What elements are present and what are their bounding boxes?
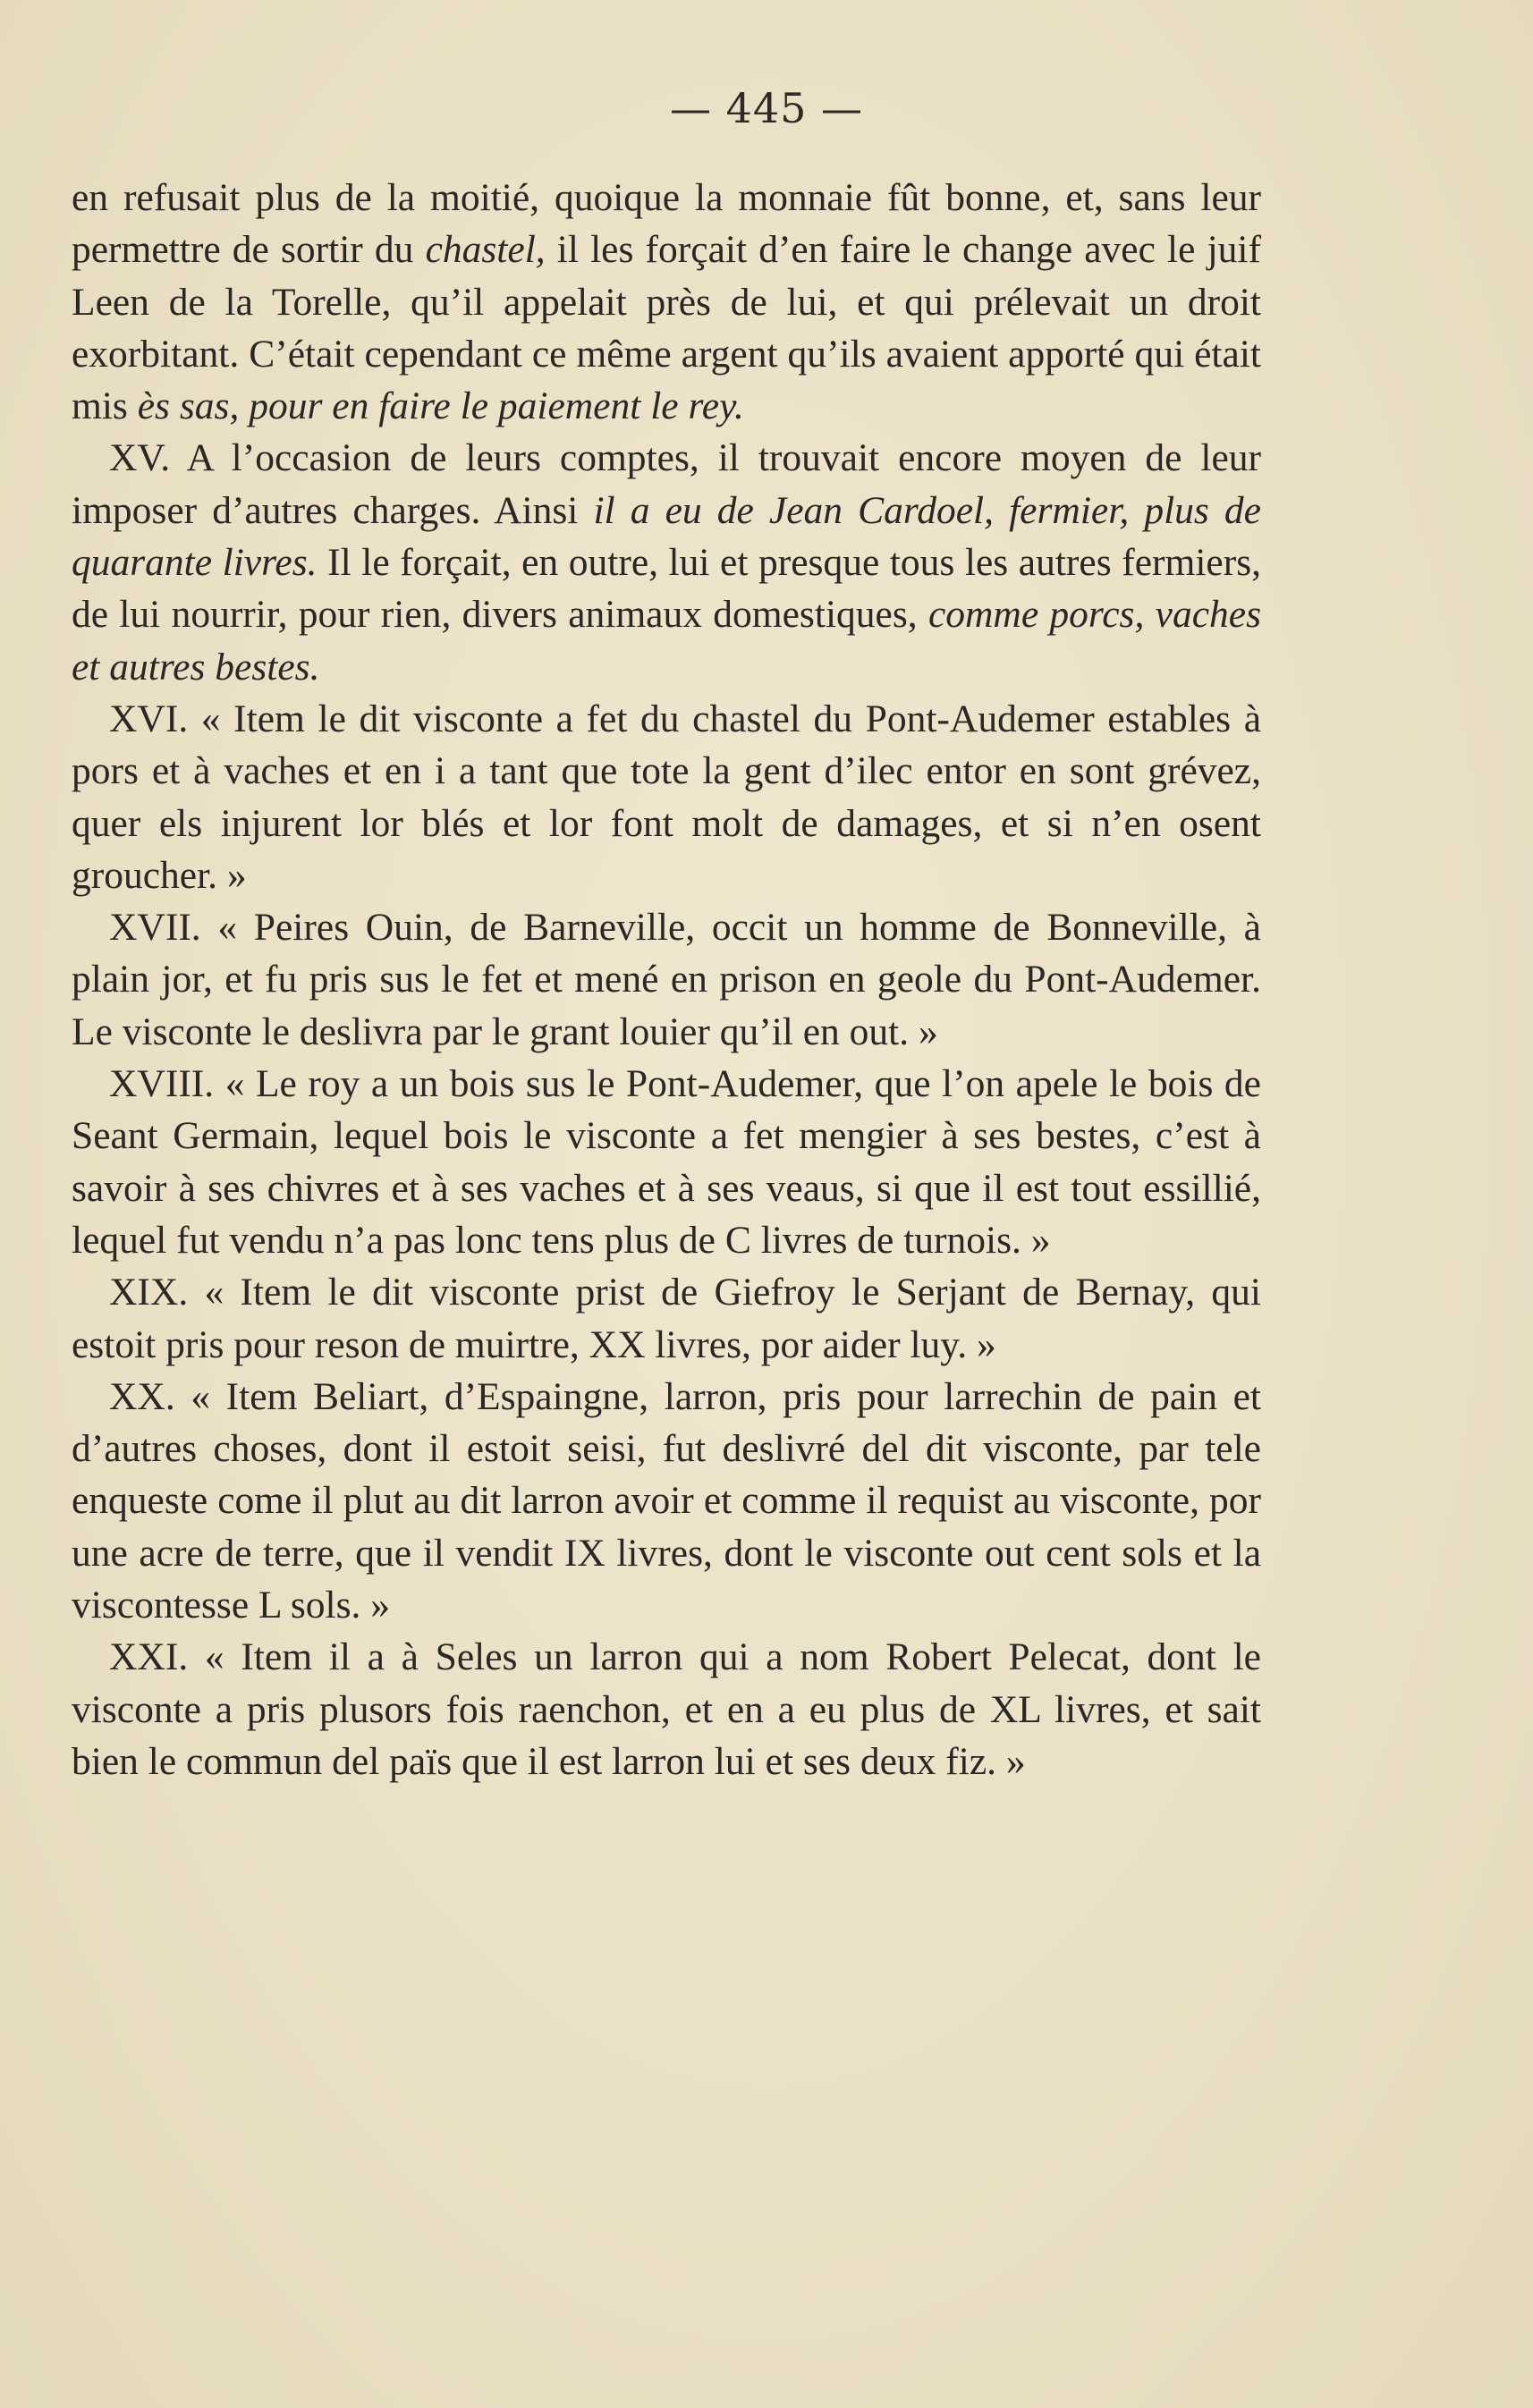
- italic-text: comme porcs, vaches et autres bestes.: [72, 593, 1261, 689]
- paragraph-xv: [72, 432, 1261, 692]
- text-run: il les forçait d’en faire le change avec le juif Leen de la Torelle, qu’il appelait près de lui, et qui prélevait un droit exorbitant. C’était cependant ce même argent qu’ils avaient apporté qui était mis: [72, 228, 1261, 428]
- paragraph-xviii: [72, 1058, 1261, 1266]
- text-run: XXI. « Item il a à Seles un larron qui a nom Robert Pelecat, dont le visconte a pris plusors fois raenchon, et en a eu plus de XL livres, et sait bien le commun del païs que il est larron lui et ses deux fiz. »: [72, 1635, 1261, 1783]
- italic-text: il a eu de Jean Cardoel, fermier, plus de quarante livres.: [72, 488, 1261, 585]
- text-run: XIX. « Item le dit visconte prist de Giefroy le Serjant de Bernay, qui estoit pris pour reson de muirtre, XX livres, por aider luy. »: [72, 1271, 1261, 1366]
- text-run: XVIII. « Le roy a un bois sus le Pont-Audemer, que l’on apele le bois de Seant Germain, lequel bois le visconte a fet mengier à ses bestes, c’est à savoir à ses chivres et à ses vaches et à ses veaus, si que il est tout essillié, lequel fut vendu n’a pas lonc tens plus de C livres de turnois. »: [72, 1062, 1261, 1262]
- text-run: Il le forçait, en outre, lui et presque tous les autres fermiers, de lui nourrir, pour rien, divers animaux domestiques,: [72, 541, 1262, 637]
- paragraph-xx: [72, 1371, 1261, 1631]
- italic-text: ès sas, pour en faire le paiement le rey.: [137, 384, 744, 428]
- text-run: XVI. « Item le dit visconte a fet du chastel du Pont-Audemer estables à pors et à vaches et en i a tant que tote la gent d’ilec entor en sont grévez, quer els injurent lor blés et lor font molt de damages, et si n’en osent groucher. »: [72, 697, 1261, 897]
- paragraph-continuation: [72, 172, 1261, 432]
- text-run: en refusait plus de la moitié, quoique la monnaie fût bonne, et, sans leur permettre de sortir du: [72, 176, 1261, 272]
- body-text: [72, 172, 1261, 1787]
- text-run: XV. A l’occasion de leurs comptes, il trouvait encore moyen de leur imposer d’autres charges. Ainsi: [72, 436, 1261, 532]
- page-number: — 445 —: [669, 84, 864, 132]
- text-run: XX. « Item Beliart, d’Espaingne, larron, pris pour larrechin de pain et d’autres choses, dont il estoit seisi, fut deslivré del dit visconte, par tele enqueste come il plut au dit larron avoir et comme il requist au visconte, por une acre de terre, que il vendit IX livres, dont le visconte out cent sols et la viscontesse L sols. »: [72, 1374, 1261, 1627]
- paragraph-xvi: [72, 693, 1261, 901]
- paragraph-xix: [72, 1266, 1261, 1371]
- text-run: XVII. « Peires Ouin, de Barneville, occit un homme de Bonneville, à plain jor, et fu pris sus le fet et mené en prison en geole du Pont-Audemer. Le visconte le deslivra par le grant louier qu’il en out. »: [72, 906, 1261, 1053]
- paragraph-xvii: [72, 901, 1261, 1058]
- italic-text: chastel,: [425, 228, 546, 272]
- paragraph-xxi: [72, 1631, 1261, 1787]
